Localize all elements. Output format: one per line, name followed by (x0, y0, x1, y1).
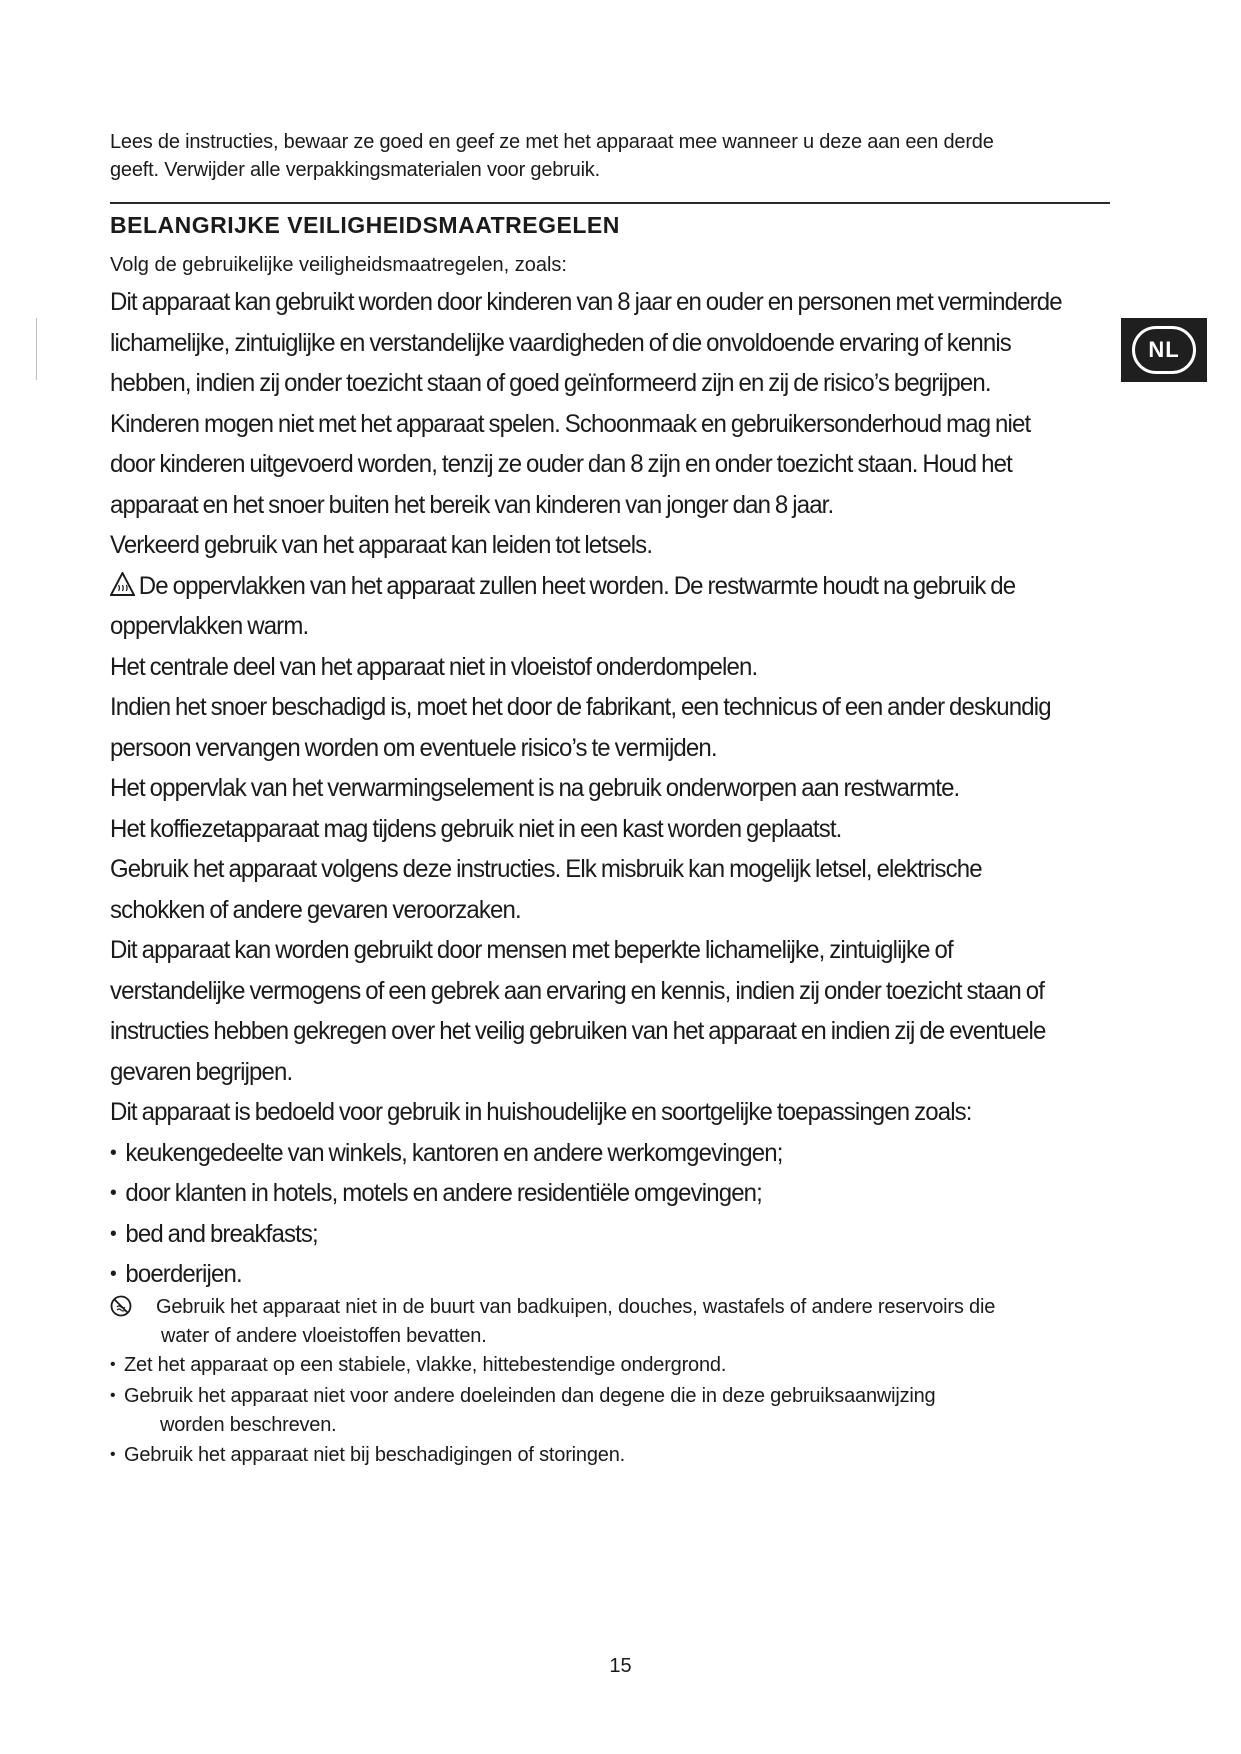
paragraph-misuse-injury: Verkeerd gebruik van het apparaat kan leiden tot letsels. (110, 531, 653, 559)
warning-damage-text: Gebruik het apparaat niet bij beschadigingen of storingen. (124, 1444, 625, 1466)
warning-intended-purpose (110, 1381, 1100, 1439)
paragraph-intended-use: Dit apparaat is bedoeld voor gebruik in huishoudelijke en soortgelijke toepassingen zoals: (110, 1098, 972, 1126)
section-heading: BELANGRIJKE VEILIGHEIDSMAATREGELEN (110, 212, 620, 238)
hot-surfaces-text: De oppervlakken van het apparaat zullen heet worden. De restwarmte houdt na gebruik de oppervlakken warm. (110, 571, 1016, 640)
paragraph-residual-heat: Het oppervlak van het verwarmingselement is na gebruik onderworpen aan restwarmte. (110, 774, 960, 802)
additional-warnings (110, 1292, 1100, 1471)
hot-surface-warning-icon (110, 572, 135, 596)
safety-instructions (110, 282, 1080, 1295)
warning-water-line-2: water of andere vloeistoffen bevatten. (161, 1325, 487, 1347)
list-item: • bed and breakfasts; (110, 1214, 1080, 1255)
intro-text (110, 128, 1070, 184)
warning-purpose-line-1: Gebruik het apparaat niet voor andere doeleinden dan degene die in deze gebruiksaanwijzing (124, 1385, 936, 1407)
paragraph-hot-surfaces (110, 566, 1080, 647)
bullet-icon: • (110, 1356, 116, 1373)
language-badge-label: NL (1132, 326, 1196, 374)
paragraph-reduced-capabilities: Dit apparaat kan worden gebruikt door mensen met beperkte lichamelijke, zintuiglijke of verstandelijke vermogens of een gebrek aan ervaring en kennis, indien zij onder toezicht staan of instructies hebben gekregen over het veilig gebruiken van het apparaat en indien zij de eventuele gevaren begrijpen. (110, 936, 1046, 1086)
page-number: 15 (609, 1655, 632, 1677)
paragraph-follow-instructions: Gebruik het apparaat volgens deze instructies. Elk misbruik kan mogelijk letsel, elektrische schokken of andere gevaren veroorzaken. (110, 855, 982, 924)
warning-purpose-line-2: worden beschreven. (160, 1414, 337, 1436)
list-item: • keukengedeelte van winkels, kantoren en andere werkomgevingen; (110, 1133, 1080, 1174)
list-item: • boerderijen. (110, 1254, 1080, 1295)
warning-water (110, 1292, 1100, 1350)
warning-water-line-1: Gebruik het apparaat niet in de buurt van badkuipen, douches, wastafels of andere reservoirs die (156, 1296, 996, 1318)
no-water-icon (110, 1295, 132, 1317)
section-divider (110, 202, 1110, 204)
paragraph-children-supervision: Dit apparaat kan gebruikt worden door kinderen van 8 jaar en ouder en personen met verminderde lichamelijke, zintuiglijke en verstandelijke vaardigheden of die onvoldoende ervaring of kennis hebben, indien zij onder toezicht staan of goed geïnformeerd zijn en zij de risico’s begrijpen. (110, 288, 1062, 397)
margin-mark (36, 318, 37, 380)
intended-use-list (110, 1133, 1080, 1295)
paragraph-children-play: Kinderen mogen niet met het apparaat spelen. Schoonmaak en gebruikersonderhoud mag niet door kinderen uitgevoerd worden, tenzij ze ouder dan 8 zijn en onder toezicht staan. Houd het apparaat en het snoer buiten het bereik van kinderen van jonger dan 8 jaar. (110, 409, 1031, 519)
bullet-icon: • (110, 1446, 116, 1463)
paragraph-damaged-cord: Indien het snoer beschadigd is, moet het door de fabrikant, een technicus of een ander deskundig persoon vervangen worden om eventuele risico’s te vermijden. (110, 693, 1051, 762)
warning-damage (110, 1440, 1100, 1470)
bullet-icon: • (110, 1387, 116, 1404)
warning-stable-text: Zet het apparaat op een stabiele, vlakke, hittebestendige ondergrond. (124, 1354, 727, 1376)
section-subheading: Volg de gebruikelijke veiligheidsmaatregelen, zoals: (110, 254, 567, 276)
warning-stable-surface (110, 1350, 1100, 1380)
intro-line-1: Lees de instructies, bewaar ze goed en geef ze met het apparaat mee wanneer u deze aan een derde (110, 131, 994, 153)
paragraph-no-immersion: Het centrale deel van het apparaat niet in vloeistof onderdompelen. (110, 652, 758, 681)
paragraph-cabinet: Het koffiezetapparaat mag tijdens gebruik niet in een kast worden geplaatst. (110, 814, 842, 843)
intro-line-2: geeft. Verwijder alle verpakkingsmaterialen voor gebruik. (110, 159, 600, 181)
language-badge (1121, 318, 1207, 382)
list-item: • door klanten in hotels, motels en andere residentiële omgevingen; (110, 1173, 1080, 1214)
